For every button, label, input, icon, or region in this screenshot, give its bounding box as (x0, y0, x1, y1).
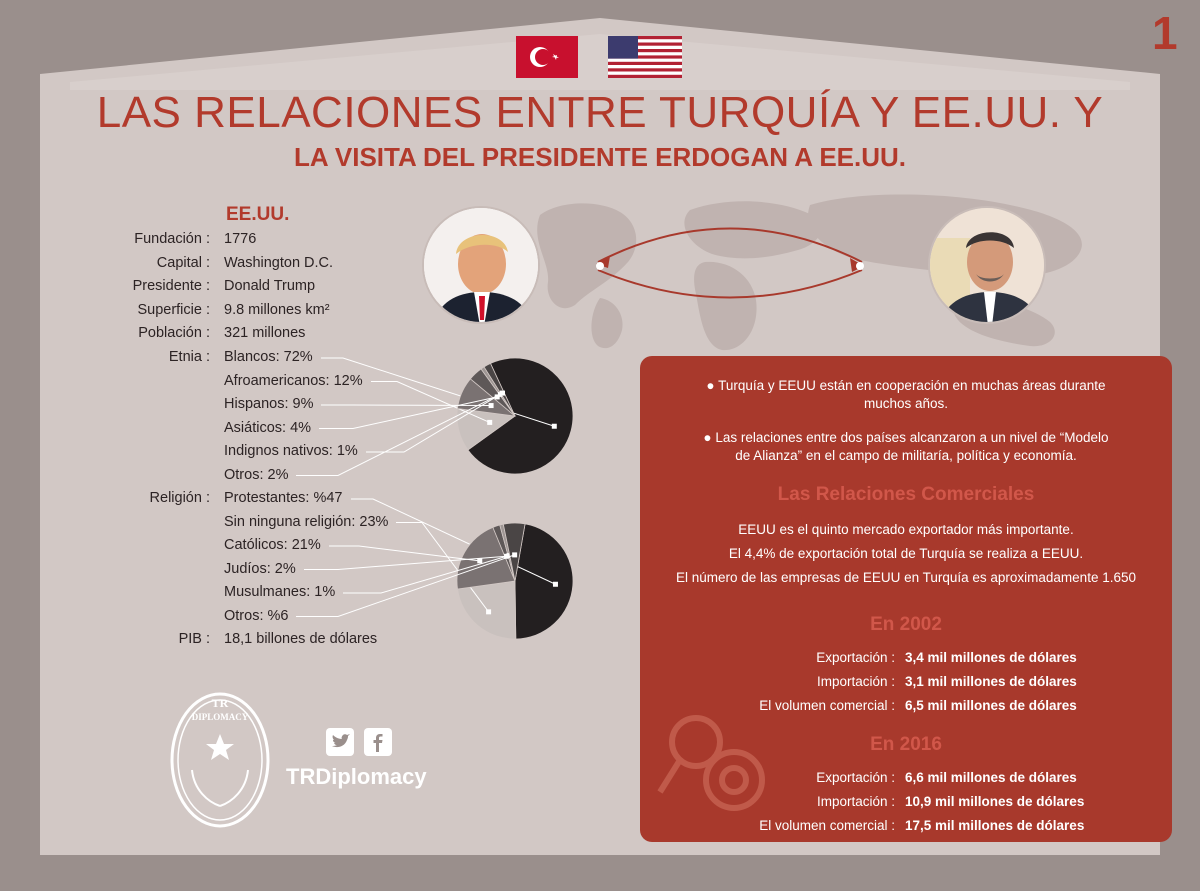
commercial-line: EEUU es el quinto mercado exportador más importante. (738, 522, 1074, 537)
facebook-icon[interactable] (364, 728, 392, 756)
ethnicity-leader-dot (489, 403, 494, 408)
fact-value: 321 millones (224, 325, 306, 341)
trade-value: 10,9 mil millones de dólares (905, 794, 1085, 809)
trade-label: Importación : (816, 674, 895, 689)
panel-bullet-line: muchos años. (863, 396, 949, 411)
religion-item: Sin ninguna religión: 23% (224, 513, 389, 530)
trade-label: El volumen comercial : (759, 818, 895, 833)
trade-label: Exportación : (816, 770, 895, 785)
page-title: LAS RELACIONES ENTRE TURQUÍA Y EE.UU. Y (96, 88, 1104, 137)
religion-slice (515, 524, 573, 639)
year-heading: En 2016 (870, 734, 942, 755)
ethnicity-leader-dot (487, 420, 492, 425)
page-number: 1 (1152, 7, 1178, 59)
country-heading: EE.UU. (226, 204, 290, 225)
trade-value: 6,5 mil millones de dólares (905, 698, 1077, 713)
ethnicity-item: Afroamericanos: 12% (224, 372, 363, 389)
trade-label: Exportación : (816, 650, 895, 665)
religion-label: Religión : (149, 490, 210, 506)
ethnicity-leader-line (321, 405, 491, 406)
fact-value: 9.8 millones km² (224, 301, 330, 318)
logo-text-bottom: DIPLOMACY (191, 712, 249, 722)
religion-leader-dot (477, 558, 482, 563)
trade-value: 6,6 mil millones de dólares (905, 770, 1077, 785)
religion-item: Judíos: 2% (224, 560, 296, 577)
religion-leader-line (329, 546, 480, 561)
fact-value: 1776 (224, 231, 257, 247)
trade-label: Importación : (816, 794, 895, 809)
commercial-heading: Las Relaciones Comerciales (777, 484, 1035, 505)
fact-label: Fundación : (134, 231, 210, 247)
ethnicity-item: Indignos nativos: 1% (224, 443, 358, 459)
panel-bullet-line: ● Turquía y EEUU están en cooperación en muchas áreas durante (706, 378, 1106, 393)
logo-text-top: TR (211, 696, 229, 710)
trade-value: 3,4 mil millones de dólares (905, 650, 1077, 665)
gdp-label: PIB : (178, 631, 210, 647)
religion-item: Protestantes: %47 (224, 490, 343, 506)
panel-bullet-line: ● Las relaciones entre dos países alcanzaron a un nivel de “Modelo (703, 430, 1109, 445)
fact-value: Washington D.C. (224, 254, 334, 271)
commercial-line: El 4,4% de exportación total de Turquía se realiza a EEUU. (728, 546, 1084, 561)
gdp-value: 18,1 billones de dólares (224, 631, 378, 647)
magnifier-gear-icon (650, 700, 780, 830)
trade-label: El volumen comercial : (759, 698, 895, 713)
fact-value: Donald Trump (224, 278, 316, 294)
panel-bullet-line: de Alianza” en el campo de militaría, política y economía. (735, 448, 1077, 463)
brand-name[interactable]: TRDiplomacy (286, 764, 427, 789)
ethnicity-item: Blancos: 72% (224, 349, 313, 365)
fact-label: Población : (138, 325, 210, 341)
commercial-line: El número de las empresas de EEUU en Turquía es aproximadamente 1.650 (675, 570, 1136, 585)
ethnicity-item: Asiáticos: 4% (224, 419, 312, 436)
trade-value: 3,1 mil millones de dólares (905, 674, 1077, 689)
ethnicity-item: Hispanos: 9% (224, 396, 314, 412)
ethnicity-leader-dot (500, 391, 505, 396)
trade-value: 17,5 mil millones de dólares (905, 818, 1085, 833)
year-heading: En 2002 (870, 614, 942, 635)
twitter-icon[interactable] (326, 728, 354, 756)
religion-leader-dot (512, 552, 517, 557)
religion-item: Católicos: 21% (224, 537, 321, 553)
religion-leader-dot (486, 609, 491, 614)
tr-diplomacy-logo (168, 690, 272, 830)
fact-label: Capital : (156, 254, 210, 271)
religion-item: Musulmanes: 1% (224, 584, 336, 600)
fact-label: Superficie : (137, 301, 210, 318)
religion-item: Otros: %6 (224, 607, 289, 624)
ethnicity-item: Otros: 2% (224, 466, 289, 483)
fact-label: Presidente : (132, 278, 210, 294)
ethnicity-leader-dot (552, 424, 557, 429)
religion-leader-dot (553, 582, 558, 587)
ethnicity-label: Etnia : (168, 349, 210, 365)
page-subtitle: LA VISITA DEL PRESIDENTE ERDOGAN A EE.UU. (293, 142, 907, 172)
